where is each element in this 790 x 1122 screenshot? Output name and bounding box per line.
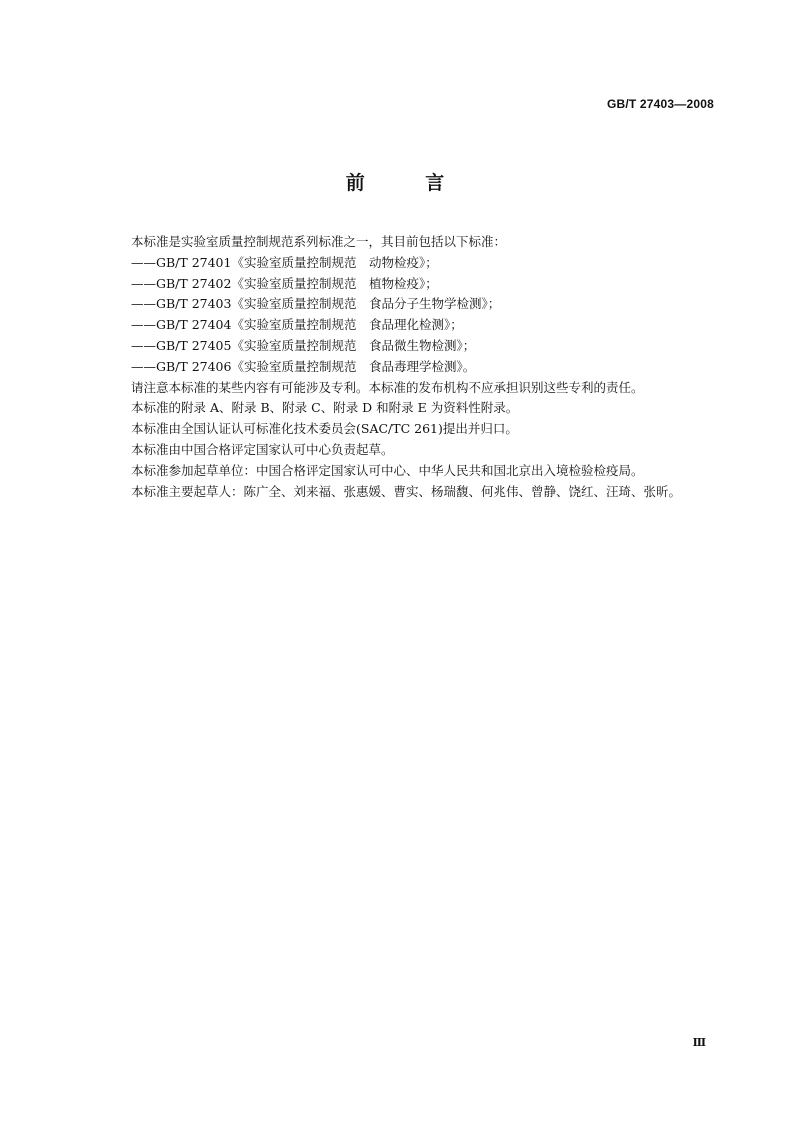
responsible-paragraph: 本标准由中国合格评定国家认可中心负责起草。 xyxy=(131,441,394,457)
list-item: ——GB/T 27401《实验室质量控制规范 动物检疫》； xyxy=(131,254,438,270)
standard-code: GB/T 27403—2008 xyxy=(606,97,714,111)
list-item: ——GB/T 27405《实验室质量控制规范 食品微生物检测》； xyxy=(131,337,476,353)
foreword-body xyxy=(131,232,721,502)
list-item: ——GB/T 27404《实验室质量控制规范 食品理化检测》； xyxy=(131,317,463,333)
annex-paragraph: 本标准的附录 A、附录 B、附录 C、附录 D 和附录 E 为资料性附录。 xyxy=(131,400,519,416)
patent-paragraph: 请注意本标准的某些内容有可能涉及专利。本标准的发布机构不应承担识别这些专利的责任。 xyxy=(131,379,644,395)
drafting-units-paragraph: 本标准参加起草单位：中国合格评定国家认可中心、中华人民共和国北京出入境检验检疫局。 xyxy=(131,462,644,478)
intro-paragraph: 本标准是实验室质量控制规范系列标准之一，其目前包括以下标准： xyxy=(131,234,507,249)
list-item: ——GB/T 27406《实验室质量控制规范 食品毒理学检测》。 xyxy=(131,358,476,374)
list-item: ——GB/T 27402《实验室质量控制规范 植物检疫》； xyxy=(131,275,438,291)
proposed-paragraph: 本标准由全国认证认可标准化技术委员会(SAC/TC 261)提出并归口。 xyxy=(131,421,518,437)
drafters-paragraph: 本标准主要起草人：陈广全、刘来福、张惠媛、曹实、杨瑞馥、何兆伟、曾静、饶红、汪琦、张昕。 xyxy=(131,483,682,499)
list-item: ——GB/T 27403《实验室质量控制规范 食品分子生物学检测》； xyxy=(131,296,501,312)
page-title: 前 言 xyxy=(345,172,472,194)
page-number: Ⅲ xyxy=(692,1036,706,1049)
